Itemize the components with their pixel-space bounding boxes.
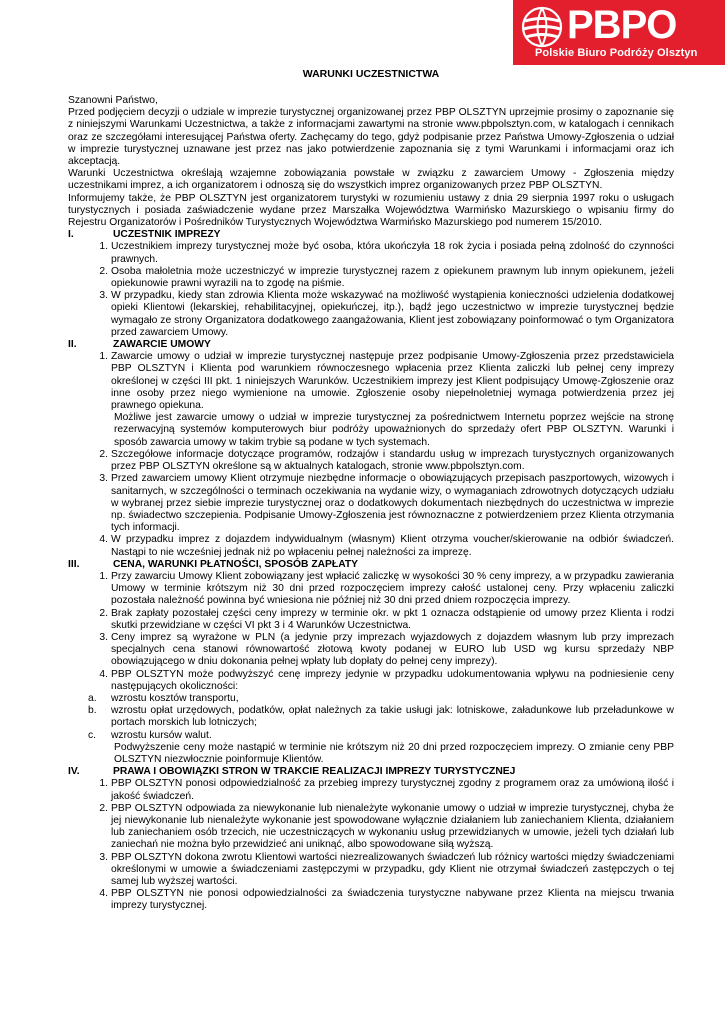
item-number: 2.: [99, 265, 108, 277]
section-title: ZAWARCIE UMOWY: [113, 339, 211, 351]
item-number: 3.: [99, 631, 108, 643]
list-item: [68, 803, 674, 852]
greeting: Szanowni Państwo,: [68, 95, 158, 106]
intro: [68, 95, 674, 229]
item-number: 3.: [99, 290, 108, 302]
list-item: [68, 449, 674, 473]
section-number: IV.: [68, 766, 80, 778]
item-text: PBP OLSZTYN nie ponosi odpowiedzialności za świadczenia turystyczne nabywane przez Klienta na miejscu trwania imprezy turystycznej.: [111, 888, 674, 912]
item-number: 4.: [99, 534, 108, 546]
item-text: wzrostu opłat urzędowych, podatków, opłat należnych za takie usługi jak: lotniskowe, załadunkowe lub przeładunkowe w portach morskich lub lotniczych;: [111, 705, 674, 729]
item-number: 4.: [99, 668, 108, 680]
list-item: [68, 290, 674, 339]
item-number: 1.: [99, 351, 108, 363]
item-number: 2.: [99, 607, 108, 619]
intro-paragraph: Przed podjęciem decyzji o udziale w imprezie turystycznej organizowanej przez PBP OLSZTYN uprzejmie prosimy o zapoznanie się z niniejszymi Warunkami Uczestnictwa, a także z informacjami zawartymi na stronie www.pbpolsztyn.com, w katalogach i cennikach oraz ze szczegółami interesującej Państwa oferty. Zachęcamy do tego, gdyż podpisanie przez Państwa Umowy-Zgłoszenia o udział w imprezie turystycznej uznawane jest przez nas jako potwierdzenie zapoznania się z tymi Warunkami i informacjami oraz ich akceptacją.: [68, 107, 674, 168]
item-text: PBP OLSZTYN może podwyższyć cenę imprezy jedynie w przypadku udokumentowania wpływu na podniesienie ceny następujących okoliczności:: [111, 668, 674, 692]
list-item: [68, 608, 674, 632]
item-number: 2.: [99, 448, 108, 460]
list-item: [68, 632, 674, 669]
item-number: 3.: [99, 851, 108, 863]
terms-document: [68, 66, 674, 913]
logo-brand: PBPO: [567, 3, 677, 47]
section-heading: [68, 766, 674, 778]
section-number: III.: [68, 558, 80, 570]
item-text: Brak zapłaty pozostałej części ceny imprezy w terminie okr. w pkt 1 oznacza odstąpienie od umowy przez Klienta i rodzi skutki przewidziane w części VI pkt 3 i 4 Warunków Uczestnictwa.: [111, 607, 674, 631]
item-number: a.: [88, 692, 97, 704]
item-continuation: Podwyższenie ceny może nastąpić w terminie nie krótszym niż 20 dni przed rozpoczęciem imprezy. O zmianie ceny PBP OLSZTYN niezwłocznie poinformuje Klientów.: [114, 741, 674, 765]
list-item: [68, 778, 674, 802]
section-heading: [68, 339, 674, 351]
item-text: Ceny imprez są wyrażone w PLN (a jedynie przy imprezach wyjazdowych z dojazdem własnym lub przy imprezach specjalnych cena stanowi równowartość złotową kwoty podanej w EURO lub USD wg kursu sprzedaży NBP obowiązującego w dniu dokonania pełnej wpłaty lub dopłaty do pełnej ceny imprezy).: [111, 631, 674, 668]
item-text: wzrostu kosztów transportu,: [111, 692, 239, 704]
item-text: Uczestnikiem imprezy turystycznej może być osoba, która ukończyła 18 rok życia i posiada pełną zdolność do czynności prawnych.: [111, 241, 674, 265]
section-heading: [68, 229, 674, 241]
list-item: [68, 473, 674, 534]
item-number: 4.: [99, 888, 108, 900]
sections: [68, 229, 674, 912]
list-item: [68, 571, 674, 608]
item-text: Osoba małoletnia może uczestniczyć w imprezie turystycznej razem z opiekunem prawnym lub innym opiekunem, jeżeli opiekunowie prawni wyrazili na to zgodę na piśmie.: [111, 265, 674, 290]
section-number: I.: [68, 229, 74, 241]
item-text: PBP OLSZTYN dokona zwrotu Klientowi wartości niezrealizowanych świadczeń lub różnicy wartości między świadczeniami określonymi w umowie a świadczeniami zastępczymi w przypadku, gdy Klient nie otrzymał świadczeń zastępczych o tej samej lub wyższej wartości.: [111, 851, 674, 887]
section-title: CENA, WARUNKI PŁATNOŚCI, SPOSÓB ZAPŁATY: [113, 558, 359, 570]
document-title: WARUNKI UCZESTNICTWA: [302, 68, 440, 80]
globe-icon: [521, 6, 563, 48]
list-item: [68, 534, 674, 558]
logo-subtitle: Polskie Biuro Podróży Olsztyn: [535, 47, 698, 59]
list-item: [68, 705, 674, 729]
section-title: PRAWA I OBOWIĄZKI STRON W TRAKCIE REALIZACJI IMPREZY TURYSTYCZNEJ: [113, 766, 516, 778]
item-number: 1.: [99, 778, 108, 790]
list-item: [68, 852, 674, 889]
item-number: 2.: [99, 802, 108, 814]
intro-paragraph: Informujemy także, że PBP OLSZTYN jest organizatorem turystyki w rozumieniu ustawy z dnia 29 sierpnia 1997 roku o usługach turystycznych i posiada zaświadczenie wydane przez Marszałka Województwa Warmińsko Mazurskiego o wpisaniu firmy do Rejestru Organizatorów i Pośredników Turystycznych Województwa Warmińsko Mazurskiego pod numerem 15/2010.: [68, 192, 674, 229]
item-text: wzrostu kursów walut.: [111, 729, 212, 741]
item-text: Przed zawarciem umowy Klient otrzymuje niezbędne informacje o obowiązujących przepisach paszportowych, wizowych i sanitarnych, w szczególności o terminach oczekiwania na wydanie wizy, o wymaganiach zdrowotnych dotyczących udziału w wybranej przez siebie imprezie turystycznej oraz o dodatkowych dokumentach niezbędnych do uczestnictwa w imprezie np. świadectwo szczepienia. Podpisanie Umowy-Zgłoszenia jest równoznaczne z potwierdzeniem przez Klienta otrzymania tych informacji.: [111, 473, 674, 534]
list-item: [68, 351, 674, 412]
section-heading: [68, 559, 674, 571]
list-item: [68, 669, 674, 693]
list-item: [68, 266, 674, 290]
pbpo-logo: [513, 0, 725, 65]
item-number: b.: [88, 705, 97, 717]
section-title: UCZESTNIK IMPREZY: [113, 229, 221, 241]
item-continuation: Możliwe jest zawarcie umowy o udział w imprezie turystycznej za pośrednictwem Internetu poprzez wejście na stronę rezerwacyjną systemów komputerowych biur podróży upoważnionych do sprzedaży ofert PBP OLSZTYN. Warunki i sposób zawarcia umowy w takim trybie są podane w tych systemach.: [114, 412, 674, 448]
list-item: [68, 888, 674, 912]
item-text: Zawarcie umowy o udział w imprezie turystycznej następuje przez podpisanie Umowy-Zgłoszenia przez przedstawiciela PBP OLSZTYN i Klienta pod warunkiem równoczesnego wpłacenia przez Klienta zaliczki lub pełnej ceny imprezy określonej w części III pkt. 1 niniejszych Warunków. Uczestnikiem imprezy jest Klient podpisujący Umowę-Zgłoszenie oraz inne osoby przez niego wymienione na umowie. Zgłoszenie osoby niepełnoletniej wymaga potwierdzenia przez jej prawnego opiekuna.: [111, 351, 674, 412]
list-item: [68, 693, 674, 705]
item-number: 1.: [99, 570, 108, 582]
list-item: [68, 241, 674, 265]
item-number: 3.: [99, 473, 108, 485]
item-number: c.: [88, 729, 97, 741]
item-text: Przy zawarciu Umowy Klient zobowiązany jest wpłacić zaliczkę w wysokości 30 % ceny imprezy, a w przypadku zawierania Umowy w terminie krótszym niż 30 dni przed rozpoczęciem imprezy całość ustalonej ceny. Przy wpłaceniu zaliczki pozostała należność powinna być wniesiona nie później niż 30 dni przed dniem rozpoczęcia imprezy.: [111, 570, 674, 607]
section-number: II.: [68, 339, 77, 351]
list-item: [68, 730, 674, 742]
item-text: Szczegółowe informacje dotyczące programów, rodzajów i standardu usług w imprezach turystycznych organizowanych przez PBP OLSZTYN określone są w aktualnych katalogach, stronie www.pbpolsztyn.com.: [111, 448, 674, 473]
item-text: PBP OLSZTYN ponosi odpowiedzialność za przebieg imprezy turystycznej zgodny z programem oraz za umówioną ilość i jakość świadczeń.: [111, 778, 674, 802]
item-text: W przypadku imprez z dojazdem indywidualnym (własnym) Klient otrzyma voucher/skierowanie na odbiór świadczeń. Nastąpi to nie wcześniej jednak niż po wpłaceniu pełnej należności za imprezę.: [111, 534, 674, 558]
item-text: W przypadku, kiedy stan zdrowia Klienta może wskazywać na możliwość wystąpienia konieczności udzielenia dodatkowej opieki Klientowi (lekarskiej, rehabilitacyjnej, opiekuńczej, itp.), bądź jego uczestnictwo w imprezie turystycznej będzie wymagało ze strony Organizatora dodatkowego zaangażowania, Klient jest zobowiązany poinformować o tym Organizatora przed zawarciem Umowy.: [111, 290, 674, 338]
item-number: 1.: [99, 241, 108, 253]
item-text: PBP OLSZTYN odpowiada za niewykonanie lub nienależyte wykonanie umowy o udział w imprezie turystycznej, chyba że jej niewykonanie lub nienależyte wykonanie jest spowodowane wyłącznie działaniem lub zaniechaniem Klienta, działaniem lub zaniechaniem osób trzecich, nie uczestniczących w wykonaniu usług przewidzianych w umowie, jeżeli tych działań lub zaniechań nie można było przewidzieć ani uniknąć, albo spowodowane siłą wyższą.: [111, 802, 674, 851]
intro-paragraph: Warunki Uczestnictwa określają wzajemne zobowiązania powstałe w związku z zawarciem Umowy - Zgłoszenia między uczestnikami imprez, a ich organizatorem i odnoszą się do wszystkich imprez organizowanych przez PBP OLSZTYN.: [68, 168, 674, 192]
